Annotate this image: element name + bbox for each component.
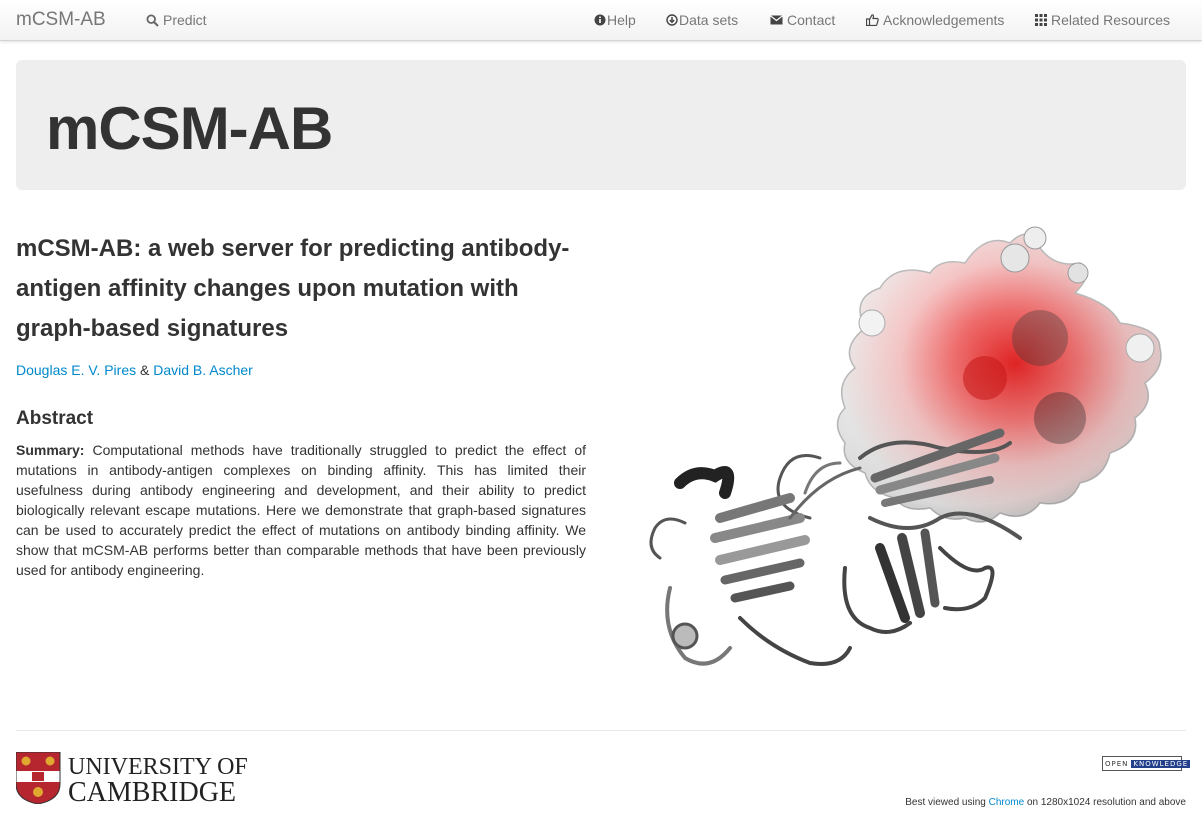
top-navbar [0,0,1202,41]
hero-jumbotron [16,60,1186,190]
envelope-icon [770,15,783,25]
brand-link[interactable]: mCSM-AB [16,9,106,30]
okf-knowledge-text: KNOWLEDGE [1133,759,1189,768]
antibody-antigen-structure-image [640,218,1170,674]
best-viewed-suffix: on 1280x1024 resolution and above [1026,797,1186,808]
search-icon [146,14,159,27]
nav-acknowledgements-label: Acknowledgements [883,12,1005,28]
footer-divider [16,730,1186,731]
university-line2: CAMBRIDGE [68,777,237,804]
nav-acknowledgements[interactable] [866,12,1004,28]
best-viewed-prefix: Best viewed using [905,797,986,808]
author-link-ascher[interactable]: David B. Ascher [153,362,253,378]
university-of-cambridge-logo[interactable] [16,752,268,804]
abstract-heading: Abstract [16,408,94,429]
nav-contact[interactable] [770,12,835,28]
author-link-pires[interactable]: Douglas E. V. Pires [16,362,137,378]
hero-title: mCSM-AB [46,95,333,162]
open-knowledge-badge[interactable] [1102,756,1189,771]
download-icon [666,14,678,26]
nav-contact-label: Contact [787,12,836,28]
nav-related-resources[interactable] [1035,12,1170,28]
nav-related-resources-label: Related Resources [1051,12,1171,28]
nav-predict[interactable] [146,12,207,28]
nav-help[interactable] [594,12,636,28]
grid-icon [1035,14,1047,26]
antibody-light-chain-ribbon [651,463,860,664]
author-separator: & [140,362,150,378]
abstract-text [16,440,586,580]
university-line1: UNIVERSITY OF [68,754,248,780]
nav-data-sets[interactable] [666,12,738,28]
nav-predict-label: Predict [163,12,207,28]
author-list [16,361,253,379]
paper-title: mCSM-AB: a web server for predicting antibody-antigen affinity changes upon mutation with graph-based signatures [16,235,570,342]
chrome-link[interactable]: Chrome [988,797,1025,808]
cambridge-crest-icon [16,752,60,804]
nav-data-sets-label: Data sets [679,12,739,28]
thumbs-up-icon [866,14,879,26]
nav-help-label: Help [607,12,636,28]
summary-text: Computational methods have traditionally struggled to predict the effect of mutations in antibody-antigen complexes on binding affinity. This has limited their usefulness during antibody engineering and development, and their ability to predict biologically relevant escape mutations. Here we demonstrate that graph-based signatures can be used to accurately predict the effect of mutations on antibody binding affinity. We show that mCSM-AB performs better than comparable methods that have been previously used for antibody engineering. [16,442,586,578]
best-viewed-note [905,797,1186,808]
summary-label: Summary: [16,442,85,458]
info-icon [594,14,606,26]
okf-open-text: OPEN [1105,759,1129,768]
